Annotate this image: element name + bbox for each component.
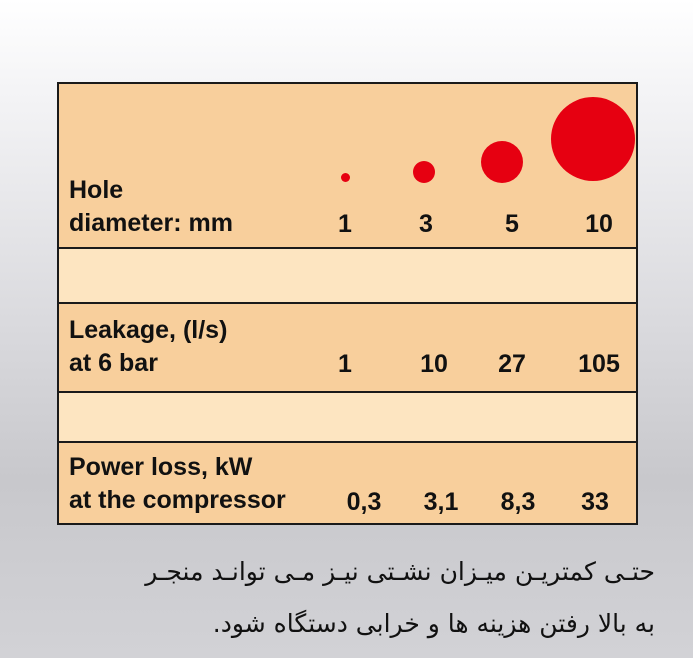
hole-diameter-label-line1: Hole <box>69 176 124 204</box>
spacer-row <box>59 247 636 302</box>
power-loss-value: 8,3 <box>500 488 536 516</box>
hole-dot-10mm <box>551 97 635 181</box>
leakage-value: 27 <box>498 350 526 378</box>
hole-diameter-value: 1 <box>338 210 352 238</box>
caption-line-1: حتـی کمتریـن میـزان نشـتی نیـز مـی توانـد منجـر <box>145 557 655 586</box>
power-loss-label-line2: at the compressor <box>69 486 286 514</box>
air-leakage-table <box>57 82 638 525</box>
hole-diameter-label-line2: diameter: mm <box>69 209 233 237</box>
leakage-row <box>59 302 636 391</box>
hole-dot-1mm <box>341 173 350 182</box>
power-loss-label-line1: Power loss, kW <box>69 453 253 481</box>
hole-diameter-label <box>69 174 233 240</box>
spacer-row <box>59 391 636 441</box>
power-loss-label <box>69 451 286 517</box>
power-loss-row <box>59 441 636 523</box>
hole-diameter-row <box>59 84 636 247</box>
power-loss-value: 0,3 <box>346 488 382 516</box>
leakage-label-line1: Leakage, (l/s) <box>69 316 228 344</box>
leakage-label <box>69 314 227 380</box>
hole-dot-3mm <box>413 161 435 183</box>
caption-line-2: به بالا رفتن هزینه ها و خرابی دستگاه شود. <box>212 609 655 638</box>
leakage-value: 105 <box>578 350 620 378</box>
hole-diameter-value: 5 <box>505 210 519 238</box>
hole-diameter-value: 10 <box>585 210 613 238</box>
leakage-label-line2: at 6 bar <box>69 349 158 377</box>
power-loss-value: 33 <box>581 488 609 516</box>
hole-diameter-value: 3 <box>419 210 433 238</box>
leakage-value: 1 <box>338 350 352 378</box>
hole-dot-5mm <box>481 141 523 183</box>
leakage-value: 10 <box>420 350 448 378</box>
power-loss-value: 3,1 <box>423 488 459 516</box>
